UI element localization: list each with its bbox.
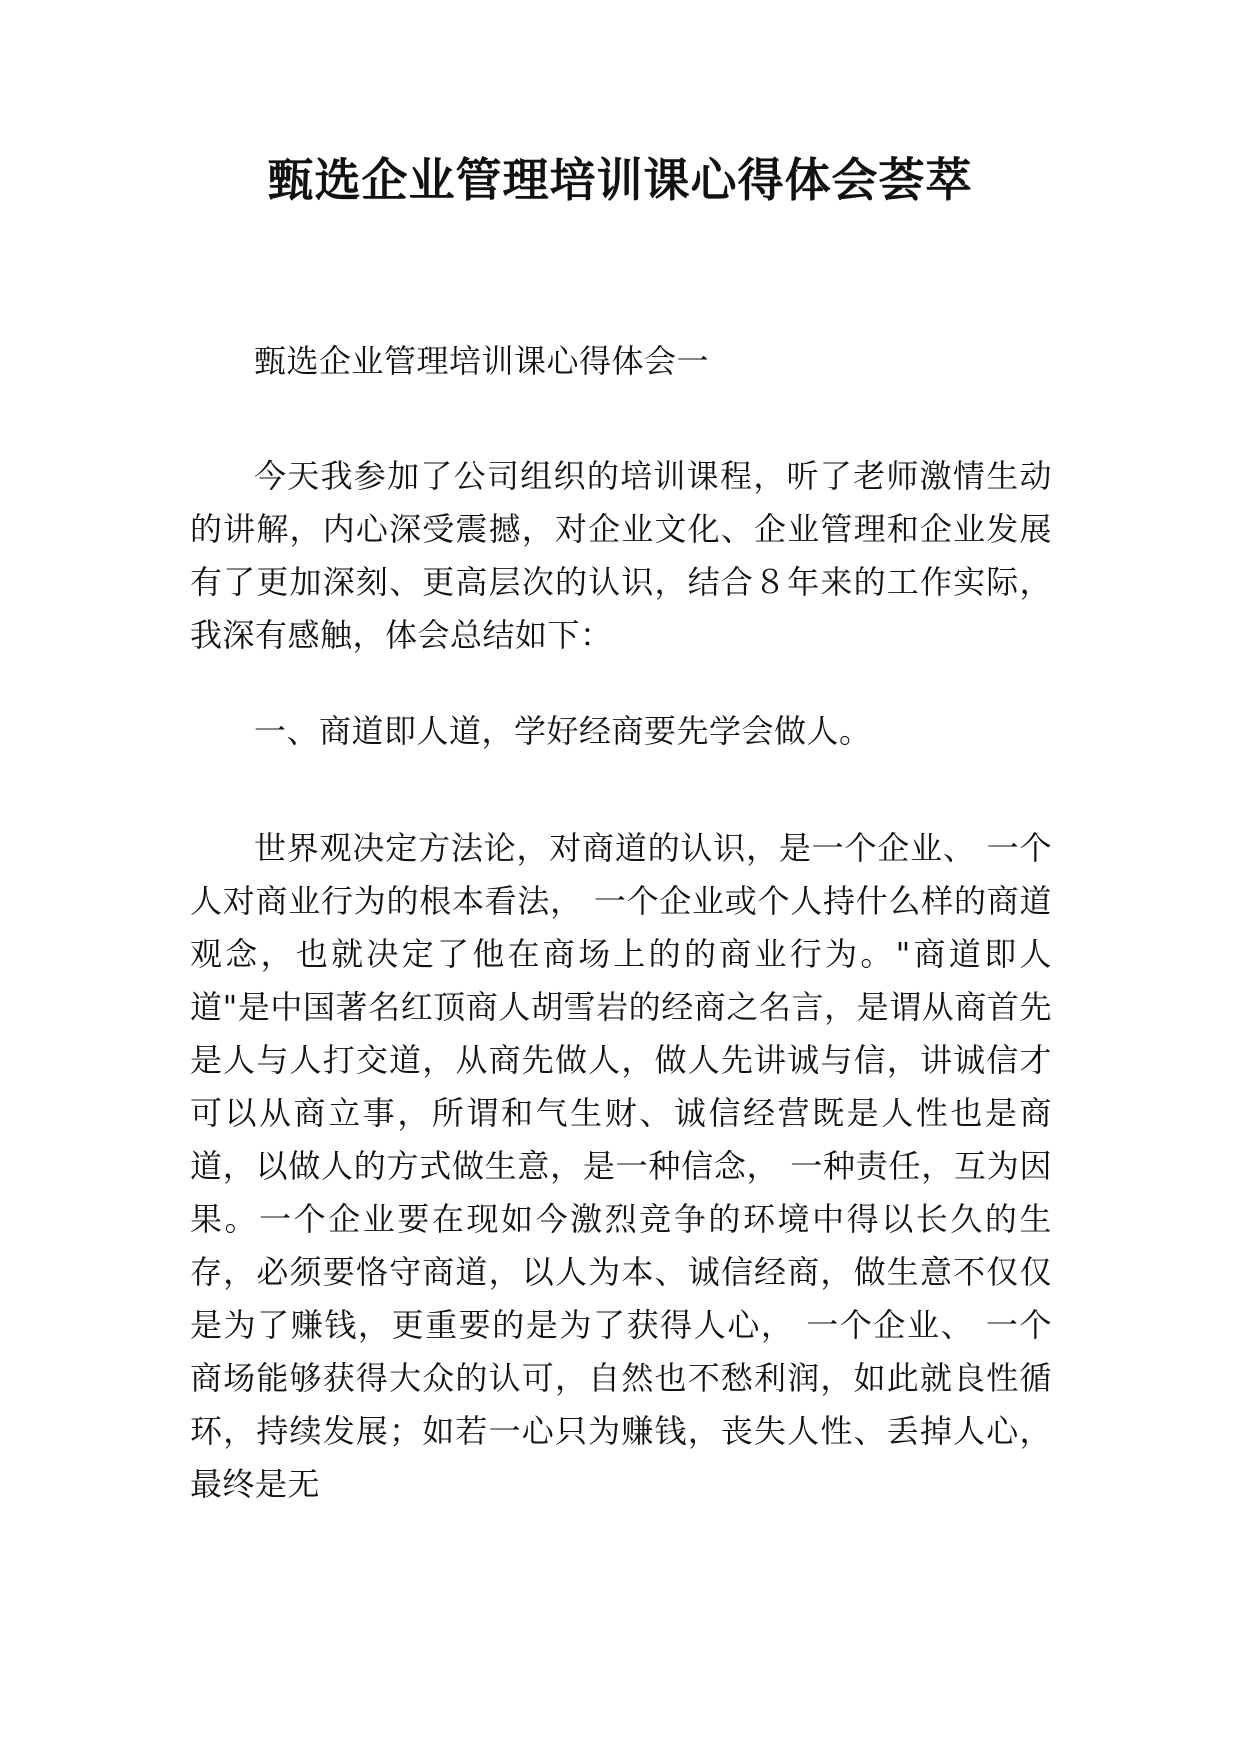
document-title: 甄选企业管理培训课心得体会荟萃 [267,153,973,207]
intro-paragraph: 今天我参加了公司组织的培训课程，听了老师激情生动的讲解，内心深受震撼，对企业文化、企业管理和企业发展有了更加深刻、更高层次的认识，结合８年来的工作实际，我深有感触，体会总结如下： [190,457,1052,654]
section-heading: 一、商道即人道，学好经商要先学会做人。 [254,712,872,750]
section-body-paragraph: 世界观决定方法论，对商道的认识，是一个企业、 一个人对商业行为的根本看法， 一个企业或个人持什么样的商道观念，也就决定了他在商场上的的商业行为。"商道即人道"是中国著名红顶商人胡雪岩的经商之名言，是谓从商首先是人与人打交道，从商先做人，做人先讲诚与信，讲诚信才可以从商立事，所谓和气生财、诚信经营既是人性也是商道，以做人的方式做生意，是一种信念， 一种责任，互为因果。一个企业要在现如今激烈竞争的环境中得以长久的生存，必须要恪守商道，以人为本、诚信经商，做生意不仅仅是为了赚钱，更重要的是为了获得人心， 一个企业、 一个商场能够获得大众的认可，自然也不愁利润，如此就良性循环，持续发展；如若一心只为赚钱，丧失人性、丢掉人心，最终是无 [190,829,1052,1503]
article-subtitle: 甄选企业管理培训课心得体会一 [254,342,710,380]
